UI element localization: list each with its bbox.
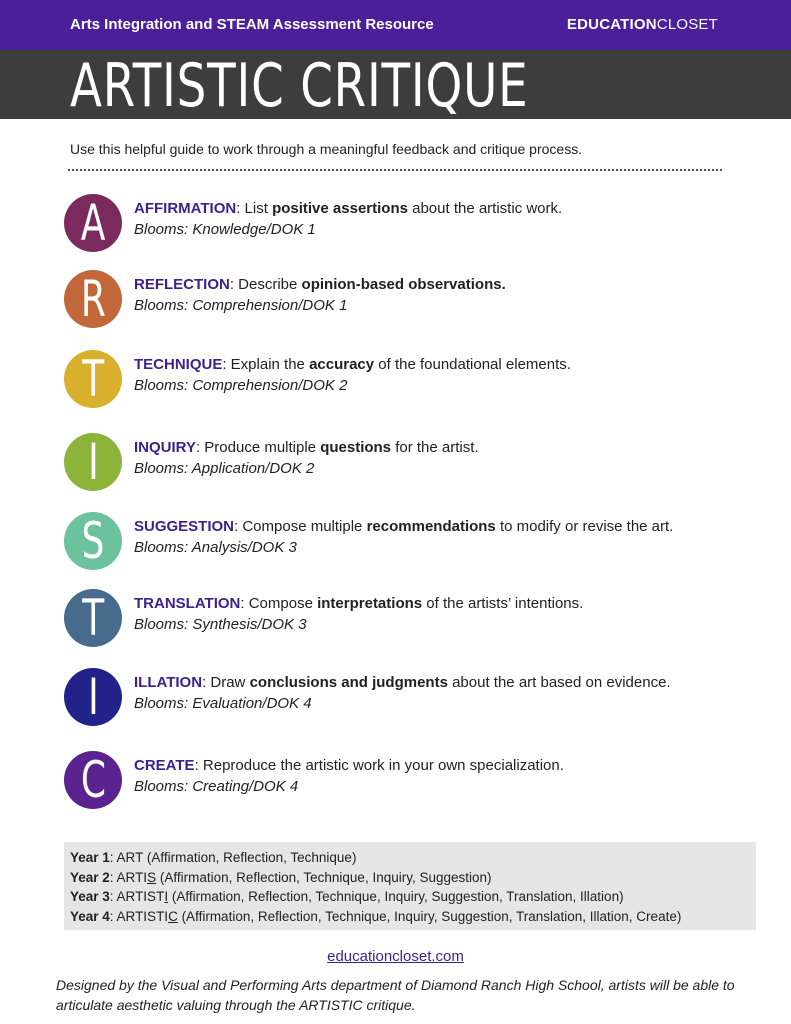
year-components: (Affirmation, Reflection, Technique, Inquiry, Suggestion, Translation, Illation) <box>168 889 624 904</box>
item-term: INQUIRY <box>134 439 196 456</box>
item-blooms: Blooms: Analysis/DOK 3 <box>134 539 297 556</box>
year-acronym: : ARTISTI <box>109 908 169 924</box>
item-term: ILLATION <box>134 674 203 691</box>
page-title: ARTISTIC CRITIQUE <box>70 51 529 121</box>
item-term: AFFIRMATION <box>134 200 237 217</box>
year-row <box>70 887 756 907</box>
item-blooms: Blooms: Application/DOK 2 <box>134 460 315 477</box>
letter-circle <box>64 350 122 408</box>
letter-circle <box>64 751 122 809</box>
item-blooms: Blooms: Synthesis/DOK 3 <box>134 616 307 633</box>
footer-note: Designed by the Visual and Performing Arts department of Diamond Ranch High School, artists will be able to articulate aesthetic valuing through the ARTISTIC critique. <box>56 977 735 1013</box>
item-text: : Compose multiple <box>234 518 367 535</box>
letter-glyph: I <box>87 668 99 726</box>
letter-glyph: S <box>81 512 105 570</box>
year-row <box>70 848 756 868</box>
site-link[interactable]: educationcloset.com <box>327 948 464 965</box>
header-subtitle: Arts Integration and STEAM Assessment Resource <box>70 16 434 33</box>
dotted-divider <box>68 169 722 171</box>
item-bold-text: positive assertions <box>272 200 408 217</box>
critique-item <box>64 668 764 728</box>
year-label: Year 4 <box>70 908 110 924</box>
title-bar <box>0 50 791 119</box>
item-blooms: Blooms: Creating/DOK 4 <box>134 778 299 795</box>
year-acronym: : ART <box>109 850 144 865</box>
item-term: CREATE <box>134 757 195 774</box>
item-term: TECHNIQUE <box>134 356 223 373</box>
critique-item <box>64 512 764 572</box>
letter-glyph: T <box>81 350 104 408</box>
year-acronym: : ARTIST <box>109 889 165 904</box>
item-bold-text: accuracy <box>309 356 375 373</box>
year-label: Year 2 <box>70 869 110 885</box>
item-description <box>134 595 583 612</box>
item-text: of the artists’ intentions. <box>422 595 584 612</box>
letter-circle <box>64 668 122 726</box>
item-blooms: Blooms: Evaluation/DOK 4 <box>134 695 312 712</box>
year-label: Year 3 <box>70 889 110 904</box>
critique-item <box>64 270 764 330</box>
item-description <box>134 276 506 293</box>
letter-circle <box>64 194 122 252</box>
critique-item <box>64 350 764 410</box>
item-text: for the artist. <box>391 439 479 456</box>
year-label: Year 1 <box>70 850 110 865</box>
item-term: SUGGESTION <box>134 518 235 535</box>
item-text: : Compose <box>240 595 318 612</box>
item-description <box>134 757 564 774</box>
item-description <box>134 439 479 456</box>
year-new-letter: I <box>164 889 169 904</box>
item-description <box>134 518 673 535</box>
brand-logo[interactable] <box>567 16 718 33</box>
letter-circle <box>64 512 122 570</box>
item-description <box>134 674 671 691</box>
letter-glyph: A <box>80 194 106 252</box>
item-bold-text: interpretations <box>317 595 423 612</box>
item-term: TRANSLATION <box>134 595 241 612</box>
item-bold-text: opinion-based observations. <box>301 276 506 293</box>
letter-glyph: I <box>87 433 99 491</box>
critique-item <box>64 751 764 811</box>
item-text: of the foundational elements. <box>374 356 571 373</box>
item-text: : Draw <box>202 674 250 691</box>
item-bold-text: conclusions and judgments <box>249 674 448 691</box>
letter-glyph: T <box>81 589 104 647</box>
intro-text: Use this helpful guide to work through a meaningful feedback and critique process. <box>70 141 583 157</box>
critique-item <box>64 433 764 493</box>
letter-circle <box>64 589 122 647</box>
year-components: (Affirmation, Reflection, Technique) <box>143 850 357 865</box>
item-blooms: Blooms: Comprehension/DOK 2 <box>134 377 348 394</box>
header-bar <box>0 0 791 50</box>
year-summary-box <box>64 842 756 930</box>
brand-light: CLOSET <box>656 16 718 33</box>
item-text: about the artistic work. <box>407 200 563 217</box>
item-text: about the art based on evidence. <box>447 674 671 691</box>
item-text: : Explain the <box>222 356 310 373</box>
item-text: : List <box>236 200 273 217</box>
item-blooms: Blooms: Comprehension/DOK 1 <box>134 297 348 314</box>
item-text: : Describe <box>229 276 302 293</box>
year-row <box>70 907 756 927</box>
item-text: to modify or revise the art. <box>495 518 674 535</box>
letter-circle <box>64 270 122 328</box>
year-components: (Affirmation, Reflection, Technique, Inquiry, Suggestion, Translation, Illation, Create) <box>177 908 682 924</box>
letter-circle <box>64 433 122 491</box>
item-text: : Produce multiple <box>195 439 321 456</box>
item-bold-text: questions <box>320 439 392 456</box>
year-new-letter: C <box>168 908 178 924</box>
year-new-letter: S <box>147 869 157 885</box>
item-bold-text: recommendations <box>366 518 496 535</box>
year-components: (Affirmation, Reflection, Technique, Inquiry, Suggestion) <box>156 869 492 885</box>
item-description <box>134 200 562 217</box>
letter-glyph: C <box>80 751 106 809</box>
item-term: REFLECTION <box>134 276 230 293</box>
year-row <box>70 868 756 888</box>
critique-item <box>64 194 764 254</box>
item-text: : Reproduce the artistic work in your own specialization. <box>194 757 564 774</box>
letter-glyph: R <box>80 270 106 328</box>
item-blooms: Blooms: Knowledge/DOK 1 <box>134 221 316 238</box>
item-description <box>134 356 571 373</box>
brand-bold: EDUCATION <box>566 16 657 33</box>
critique-item <box>64 589 764 649</box>
year-acronym: : ARTI <box>109 869 148 885</box>
